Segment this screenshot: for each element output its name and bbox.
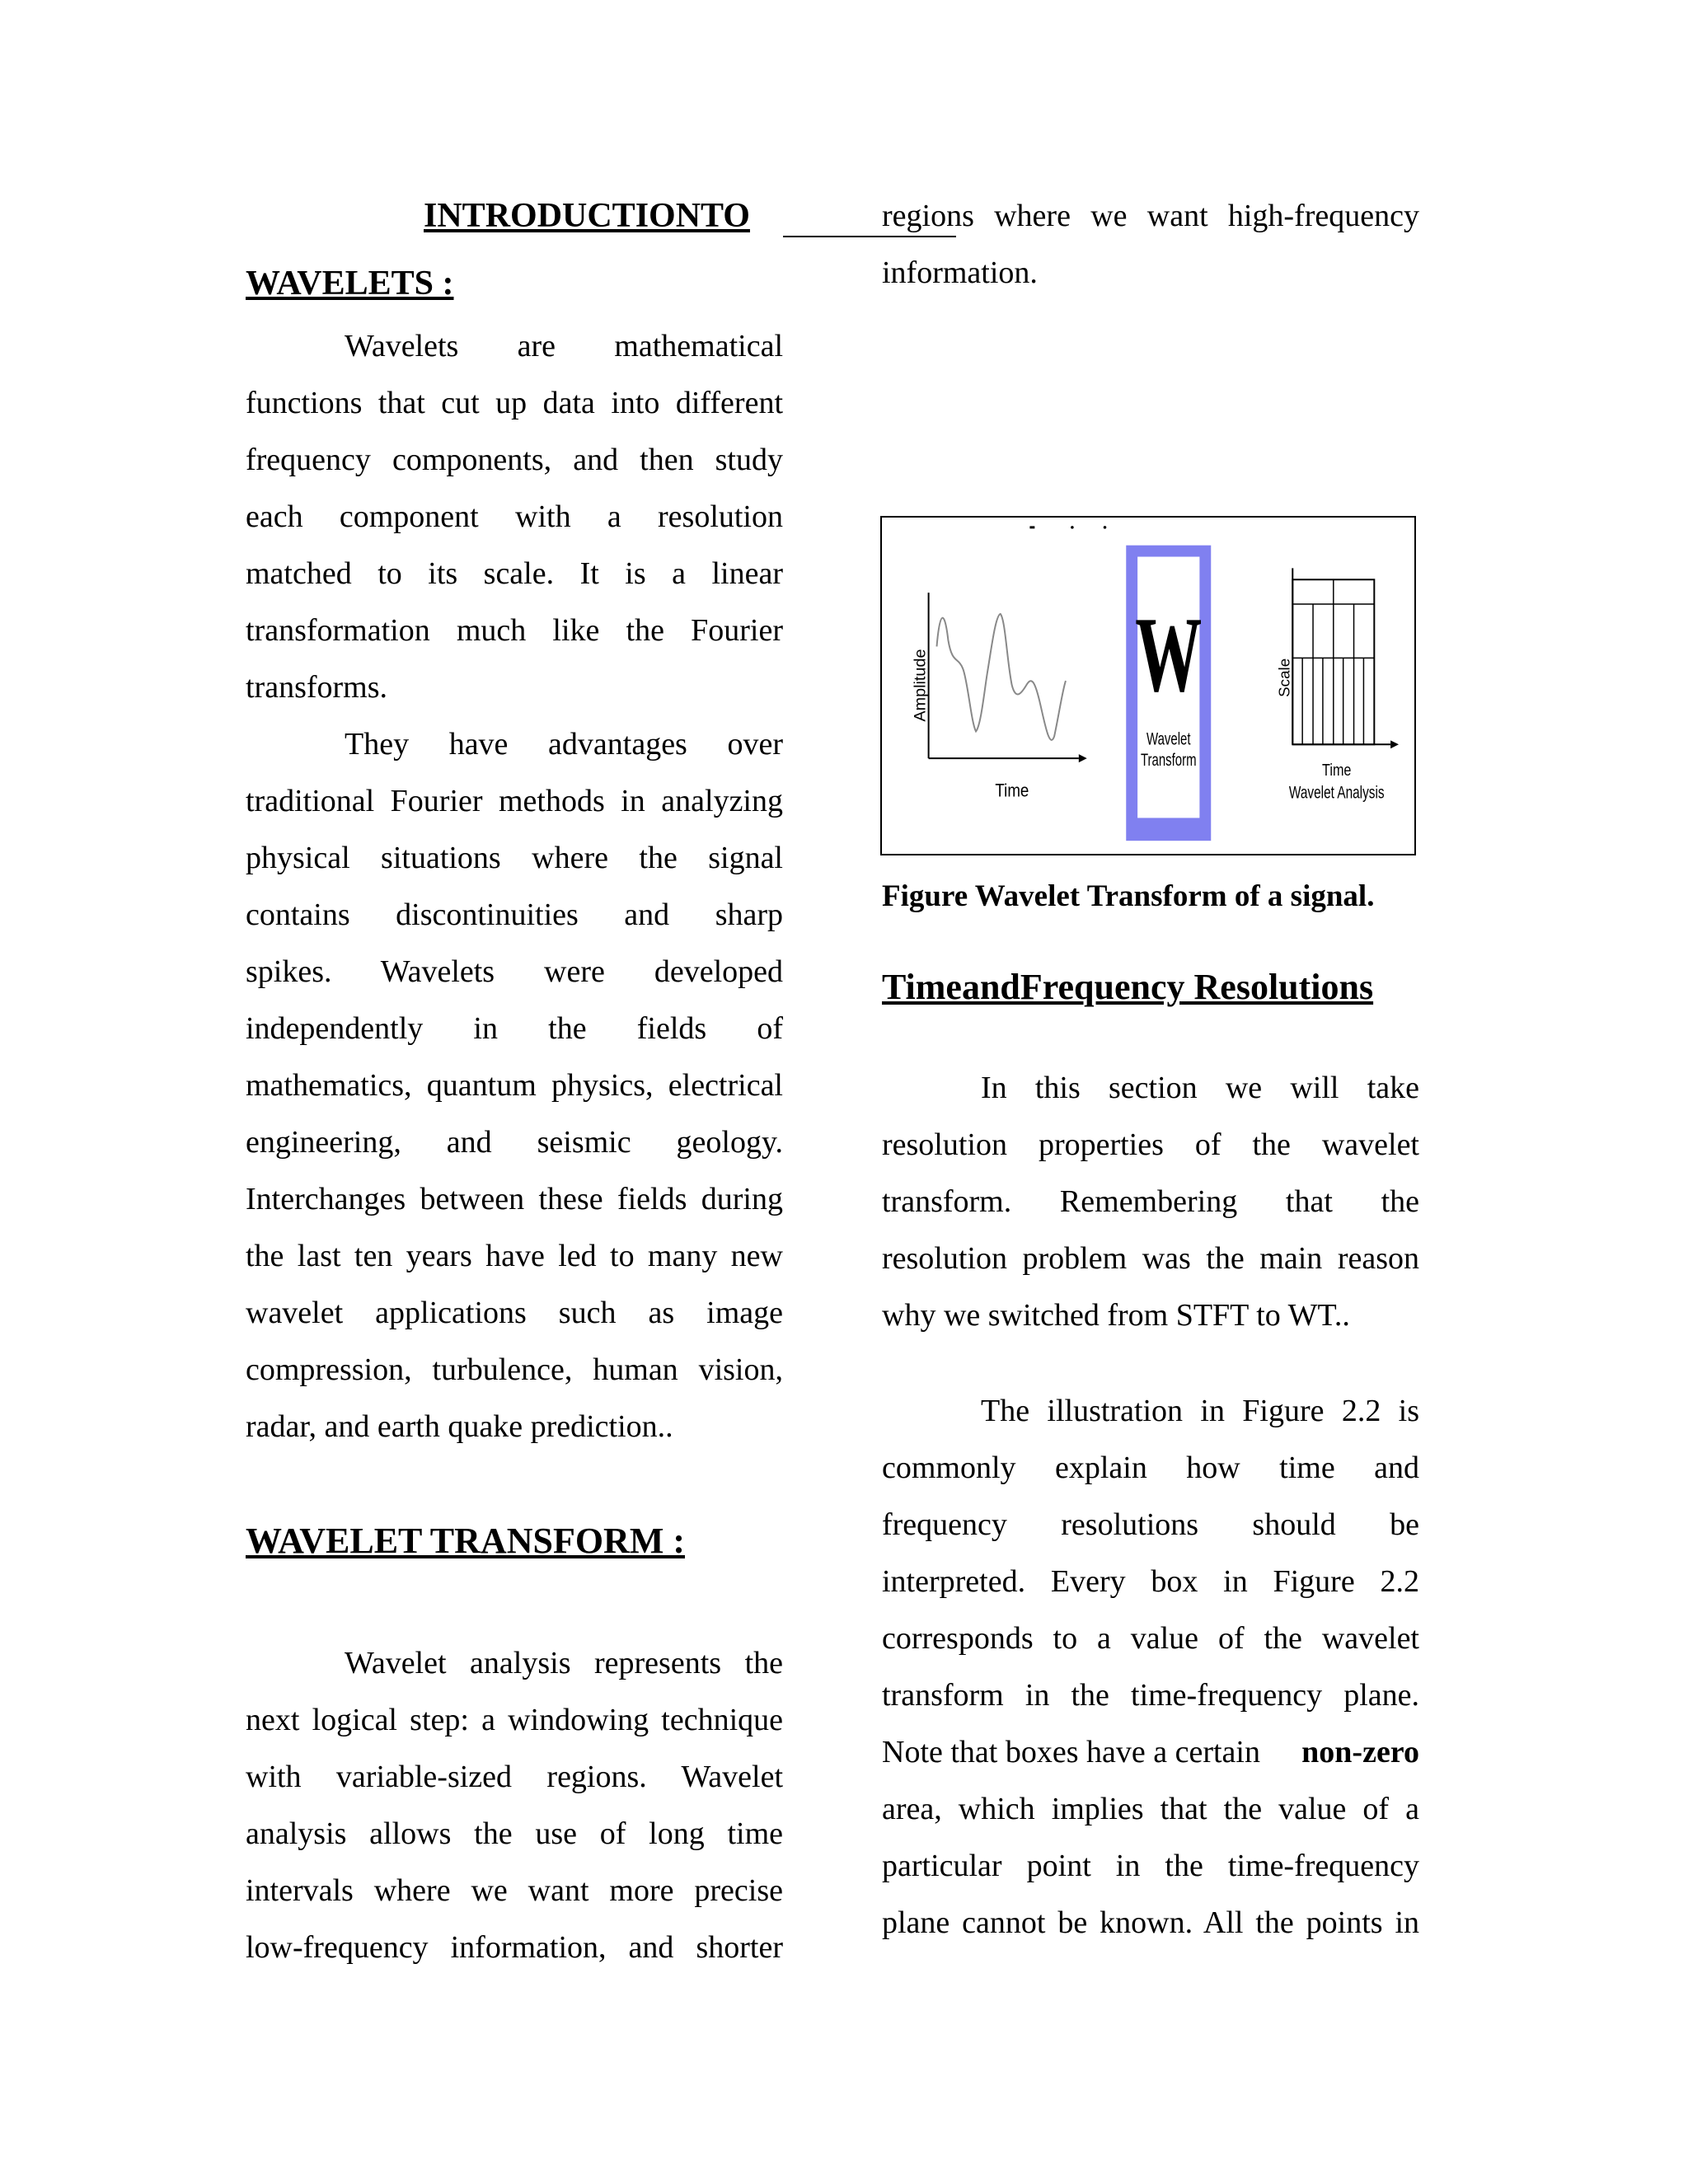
text-line: wavelet applications such as image — [246, 1296, 783, 1330]
heading-underline-extension — [783, 236, 956, 237]
wavelet-transform-figure — [880, 516, 1416, 855]
text-line-bold-part: non-zero — [1301, 1735, 1419, 1769]
text-line: regions where we want high-frequency — [882, 199, 1419, 233]
text-line: transform in the time-frequency plane. — [882, 1678, 1419, 1713]
text-line: The illustration in Figure 2.2 is — [981, 1394, 1419, 1428]
text-line: compression, turbulence, human vision, — [246, 1352, 783, 1387]
text-line: matched to its scale. It is a linear — [246, 556, 783, 591]
text-line: area, which implies that the value of a — [882, 1792, 1419, 1826]
heading-introduction-line-2: WAVELETS : — [246, 265, 454, 302]
time-axis-label-right: Time — [1322, 759, 1352, 780]
text-line: information. — [882, 255, 1038, 290]
text-line: independently in the fields of — [246, 1011, 783, 1046]
signal-plot — [912, 593, 1087, 801]
text-line: commonly explain how time and — [882, 1451, 1419, 1485]
text-line: They have advantages over — [345, 727, 783, 762]
time-axis-arrow — [1390, 740, 1399, 748]
text-line: transformation much like the Fourier — [246, 613, 783, 648]
text-line: low-frequency information, and shorter — [246, 1930, 783, 1965]
heading-wavelet-transform: WAVELET TRANSFORM : — [246, 1521, 686, 1561]
x-axis-arrow — [1079, 754, 1087, 762]
text-line: each component with a resolution — [246, 499, 783, 534]
wavelet-analysis-tiling — [1275, 568, 1399, 802]
figure-caption: Figure Wavelet Transform of a signal. — [882, 879, 1375, 913]
signal-curve — [937, 614, 1066, 740]
wavelet-transform-diagram — [882, 518, 1414, 854]
amplitude-axis-label: Amplitude — [911, 649, 930, 722]
text-line: engineering, and seismic geology. — [246, 1125, 783, 1160]
text-line: radar, and earth quake prediction.. — [246, 1409, 673, 1444]
text-line: transforms. — [246, 670, 388, 705]
heading-introduction-line-1: INTRODUCTIONTO — [424, 197, 750, 235]
text-line: spikes. Wavelets were developed — [246, 954, 783, 989]
text-line: mathematics, quantum physics, electrical — [246, 1068, 783, 1103]
wavelet-analysis-label: Wavelet Analysis — [1288, 782, 1385, 803]
text-line: corresponds to a value of the wavelet — [882, 1621, 1419, 1656]
text-line: resolution properties of the wavelet — [882, 1127, 1419, 1162]
scale-axis-label: Scale — [1275, 658, 1293, 697]
text-line: interpreted. Every box in Figure 2.2 — [882, 1564, 1419, 1599]
time-axis-label-left: Time — [995, 781, 1029, 802]
text-line: particular point in the time-frequency — [882, 1849, 1419, 1883]
text-line: with variable-sized regions. Wavelet — [246, 1760, 783, 1794]
text-line: why we switched from STFT to WT.. — [882, 1298, 1350, 1333]
text-line: Wavelets are mathematical — [345, 329, 783, 363]
heading-time-frequency-resolutions: TimeandFrequency Resolutions — [882, 967, 1374, 1007]
transform-label: Transform — [1140, 750, 1197, 770]
text-line: Interchanges between these fields during — [246, 1182, 783, 1216]
text-line: transform. Remembering that the — [882, 1184, 1419, 1219]
text-line: the last ten years have led to many new — [246, 1239, 783, 1273]
text-line: intervals where we want more precise — [246, 1873, 783, 1908]
text-line: analysis allows the use of long time — [246, 1816, 783, 1851]
text-line: frequency resolutions should be — [882, 1507, 1419, 1542]
text-line — [882, 1734, 1419, 1770]
wavelet-label: Wavelet — [1146, 729, 1191, 748]
text-line-normal-part: Note that boxes have a certain — [882, 1735, 1260, 1769]
top-marks — [1029, 526, 1106, 529]
text-line: functions that cut up data into different — [246, 386, 783, 420]
text-line: Wavelet analysis represents the — [345, 1646, 783, 1680]
text-line: physical situations where the signal — [246, 841, 783, 875]
text-line: traditional Fourier methods in analyzing — [246, 784, 783, 818]
text-line: next logical step: a windowing technique — [246, 1703, 783, 1737]
text-line: resolution problem was the main reason — [882, 1241, 1419, 1276]
text-line: In this section we will take — [981, 1071, 1419, 1105]
wavelet-transform-box — [1126, 546, 1211, 841]
wavelet-letter: W — [1135, 594, 1203, 715]
text-line: plane cannot be known. All the points in — [882, 1905, 1419, 1940]
text-line: contains discontinuities and sharp — [246, 898, 783, 932]
text-line: frequency components, and then study — [246, 443, 783, 477]
